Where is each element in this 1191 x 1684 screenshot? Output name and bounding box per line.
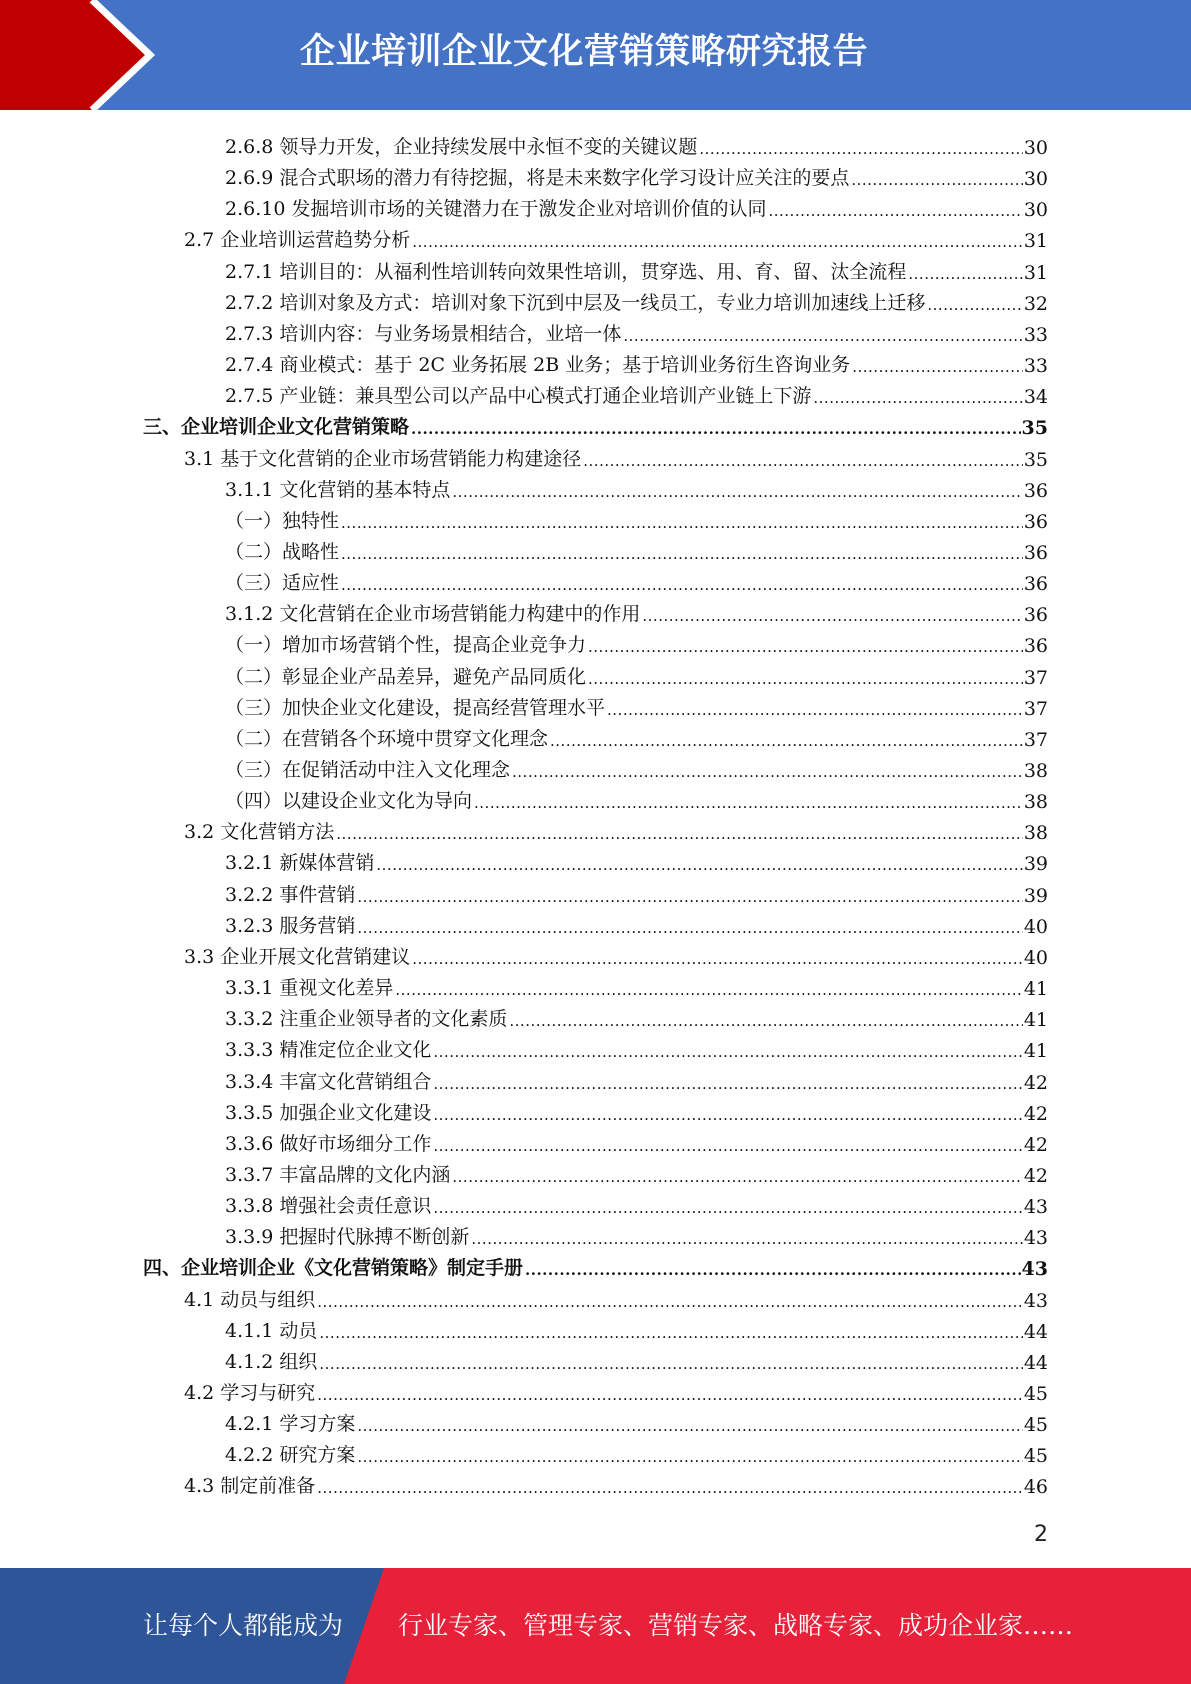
toc-entry-label: 2.7.4 商业模式：基于 2C 业务拓展 2B 业务；基于培训业务衍生咨询业务: [225, 354, 851, 377]
toc-entry-page: 38: [1023, 822, 1048, 845]
toc-entry-page: 44: [1023, 1351, 1048, 1374]
toc-entry-page: 36: [1023, 635, 1048, 658]
toc-entry-page: 35: [1023, 448, 1048, 471]
toc-entry-label: 3.3.8 增强社会责任意识: [225, 1195, 432, 1218]
toc-dot-leader: [607, 698, 1023, 720]
toc-entry[interactable]: [225, 751, 1048, 782]
toc-dot-leader: [474, 791, 1023, 813]
toc-entry[interactable]: [225, 876, 1048, 907]
toc-dot-leader: [813, 386, 1022, 408]
toc-entry-label: （二）在营销各个环境中贯穿文化理念: [225, 727, 549, 750]
toc-dot-leader: [317, 1290, 1023, 1312]
toc-entry[interactable]: [225, 907, 1048, 938]
toc-entry[interactable]: [225, 1156, 1048, 1187]
toc-dot-leader: [412, 230, 1023, 252]
toc-entry-label: 2.7.5 产业链：兼具型公司以产品中心模式打通企业培训产业链上下游: [225, 385, 812, 408]
toc-entry-label: 3.3.5 加强企业文化建设: [225, 1101, 432, 1124]
toc-entry[interactable]: [225, 253, 1048, 284]
toc-entry[interactable]: [225, 533, 1048, 564]
page-number: 2: [1034, 1522, 1048, 1547]
toc-entry[interactable]: [225, 844, 1048, 875]
toc-entry-page: 40: [1023, 946, 1048, 969]
toc-entry-label: 3.3.6 做好市场细分工作: [225, 1132, 432, 1155]
toc-entry-page: 40: [1023, 915, 1048, 938]
toc-entry-label: （二）彰显企业产品差异，避免产品同质化: [225, 665, 587, 688]
toc-entry-label: 3.3.9 把握时代脉搏不断创新: [225, 1226, 470, 1249]
toc-entry[interactable]: [225, 346, 1048, 377]
toc-entry[interactable]: [225, 564, 1048, 595]
toc-dot-leader: [471, 1227, 1022, 1249]
toc-entry-label: 2.7.2 培训对象及方式：培训对象下沉到中层及一线员工，专业力培训加速线上迁移: [225, 291, 926, 314]
toc-entry-label: 2.7 企业培训运营趋势分析: [184, 229, 411, 252]
toc-entry[interactable]: [225, 1125, 1048, 1156]
toc-entry-page: 42: [1023, 1164, 1048, 1187]
toc-entry-page: 41: [1023, 1040, 1048, 1063]
toc-entry[interactable]: [225, 159, 1048, 190]
toc-entry-page: 39: [1023, 884, 1048, 907]
toc-entry-label: 4.2.2 研究方案: [225, 1444, 356, 1467]
toc-entry-label: 3.1.2 文化营销在企业市场营销能力构建中的作用: [225, 603, 641, 626]
toc-entry-label: 3.2.3 服务营销: [225, 914, 356, 937]
toc-entry-page: 30: [1023, 168, 1048, 191]
toc-entry[interactable]: [225, 377, 1048, 408]
toc-entry[interactable]: [225, 128, 1048, 159]
toc-entry-label: 2.6.10 发掘培训市场的关键潜力在于激发企业对培训价值的认同: [225, 198, 767, 221]
toc-dot-leader: [509, 1009, 1022, 1031]
header-arrow-decoration: [0, 0, 160, 110]
toc-dot-leader: [433, 1040, 1022, 1062]
toc-entry-page: 45: [1023, 1445, 1048, 1468]
toc-entry[interactable]: [184, 938, 1048, 969]
toc-dot-leader: [525, 1258, 1021, 1280]
footer-banner: [0, 1568, 1191, 1684]
toc-entry[interactable]: [225, 284, 1048, 315]
toc-entry-page: 43: [1023, 1227, 1048, 1250]
toc-entry[interactable]: [143, 1249, 1048, 1280]
toc-dot-leader: [583, 449, 1023, 471]
toc-entry[interactable]: [225, 1000, 1048, 1031]
toc-entry[interactable]: [184, 440, 1048, 471]
toc-entry-page: 37: [1023, 666, 1048, 689]
toc-dot-leader: [433, 1103, 1022, 1125]
toc-entry-page: 42: [1023, 1102, 1048, 1125]
toc-entry-label: 3.3.3 精准定位企业文化: [225, 1039, 432, 1062]
toc-entry-label: 2.7.1 培训目的：从福利性培训转向效果性培训，贯穿选、用、育、留、汰全流程: [225, 260, 907, 283]
toc-entry[interactable]: [225, 1187, 1048, 1218]
toc-entry[interactable]: [225, 626, 1048, 657]
toc-dot-leader: [908, 262, 1022, 284]
toc-dot-leader: [317, 1383, 1023, 1405]
toc-entry-page: 38: [1023, 760, 1048, 782]
toc-entry-page: 45: [1023, 1414, 1048, 1437]
toc-entry[interactable]: [184, 813, 1048, 844]
toc-entry[interactable]: [225, 471, 1048, 502]
toc-dot-leader: [357, 1445, 1022, 1467]
toc-dot-leader: [433, 1134, 1022, 1156]
toc-entry[interactable]: [225, 689, 1048, 720]
toc-dot-leader: [642, 604, 1022, 626]
toc-dot-leader: [588, 635, 1023, 657]
toc-entry-label: （二）战略性: [225, 540, 340, 563]
header-banner: [0, 0, 1191, 110]
toc-entry-label: 2.6.8 领导力开发，企业持续发展中永恒不变的关键议题: [225, 136, 698, 158]
toc-dot-leader: [357, 1414, 1022, 1436]
toc-entry-label: 3.3.2 注重企业领导者的文化素质: [225, 1008, 508, 1031]
toc-entry-page: 45: [1023, 1383, 1048, 1405]
toc-entry-page: 37: [1023, 697, 1048, 720]
toc-entry[interactable]: [225, 1218, 1048, 1249]
toc-entry[interactable]: [225, 595, 1048, 626]
toc-entry-page: 34: [1023, 386, 1048, 409]
toc-dot-leader: [512, 760, 1023, 782]
toc-entry-label: 4.1 动员与组织: [184, 1288, 316, 1311]
footer-slogan-right: 行业专家、管理专家、营销专家、战略专家、成功企业家……: [398, 1611, 1074, 1640]
toc-entry[interactable]: [225, 502, 1048, 533]
toc-entry-page: 43: [1023, 1289, 1048, 1312]
toc-entry-label: 3.1 基于文化营销的企业市场营销能力构建途径: [184, 447, 582, 470]
toc-entry-page: 30: [1023, 199, 1048, 222]
toc-entry-label: （四）以建设企业文化为导向: [225, 790, 473, 813]
toc-dot-leader: [433, 1072, 1022, 1094]
toc-entry-label: 4.2 学习与研究: [184, 1382, 316, 1404]
toc-entry[interactable]: [225, 658, 1048, 689]
toc-entry-page: 46: [1023, 1476, 1048, 1499]
toc-dot-leader: [412, 947, 1023, 969]
toc-dot-leader: [317, 1476, 1023, 1498]
toc-dot-leader: [452, 1165, 1022, 1187]
toc-entry[interactable]: [225, 1094, 1048, 1125]
toc-entry[interactable]: [143, 408, 1048, 439]
toc-dot-leader: [319, 1352, 1022, 1374]
toc-entry[interactable]: [184, 1374, 1048, 1405]
toc-entry[interactable]: [225, 1063, 1048, 1094]
toc-entry-page: 42: [1023, 1071, 1048, 1094]
toc-entry-label: 4.1.2 组织: [225, 1350, 318, 1373]
toc-entry[interactable]: [225, 190, 1048, 221]
toc-dot-leader: [699, 137, 1022, 159]
toc-entry-page: 33: [1023, 323, 1048, 346]
toc-dot-leader: [768, 199, 1022, 221]
toc-entry-label: （一）独特性: [225, 509, 340, 532]
toc-dot-leader: [433, 1196, 1022, 1218]
toc-dot-leader: [341, 573, 1023, 595]
toc-entry-label: 3.3.4 丰富文化营销组合: [225, 1070, 432, 1093]
toc-dot-leader: [851, 168, 1022, 190]
toc-dot-leader: [376, 853, 1022, 875]
toc-entry-page: 36: [1023, 510, 1048, 533]
toc-dot-leader: [319, 1321, 1022, 1343]
toc-entry[interactable]: [225, 782, 1048, 813]
toc-entry[interactable]: [184, 1281, 1048, 1312]
toc-entry-page: 36: [1023, 541, 1048, 564]
toc-entry-label: 3.2.1 新媒体营销: [225, 852, 375, 875]
toc-entry[interactable]: [225, 969, 1048, 1000]
toc-entry[interactable]: [184, 1467, 1048, 1498]
toc-entry-page: 44: [1023, 1320, 1048, 1343]
toc-entry-label: （三）适应性: [225, 572, 340, 595]
toc-dot-leader: [927, 293, 1022, 315]
toc-entry[interactable]: [225, 720, 1048, 751]
toc-entry-page: 42: [1023, 1133, 1048, 1156]
toc-dot-leader: [550, 729, 1023, 751]
toc-entry-page: 39: [1023, 853, 1048, 876]
toc-entry-page: 37: [1023, 728, 1048, 751]
toc-entry[interactable]: [184, 221, 1048, 252]
document-title: 企业培训企业文化营销策略研究报告: [300, 32, 869, 72]
toc-entry-label: 2.7.3 培训内容：与业务场景相结合，业培一体: [225, 322, 622, 345]
toc-entry-page: 33: [1023, 355, 1048, 378]
toc-entry-page: 36: [1023, 479, 1048, 502]
toc-entry-label: 4.2.1 学习方案: [225, 1413, 356, 1436]
toc-dot-leader: [341, 511, 1023, 533]
toc-entry-page: 41: [1023, 1009, 1048, 1032]
toc-entry-label: 4.3 制定前准备: [184, 1475, 316, 1498]
toc-entry-page: 36: [1023, 604, 1048, 627]
toc-entry-label: 2.6.9 混合式职场的潜力有待挖掘，将是未来数字化学习设计应关注的要点: [225, 167, 850, 190]
toc-entry-label: 3.3 企业开展文化营销建议: [184, 945, 411, 968]
toc-entry-page: 35: [1021, 417, 1048, 440]
toc-entry[interactable]: [225, 1031, 1048, 1062]
footer-slogan-left: 让每个人都能成为: [143, 1611, 344, 1640]
toc-dot-leader: [357, 916, 1022, 938]
toc-entry-label: （一）增加市场营销个性，提高企业竞争力: [225, 634, 587, 657]
toc-entry-label: 4.1.1 动员: [225, 1319, 318, 1342]
toc-dot-leader: [411, 417, 1021, 439]
toc-dot-leader: [357, 885, 1022, 907]
toc-entry-page: 31: [1023, 261, 1048, 284]
toc-entry-page: 30: [1023, 137, 1048, 159]
toc-entry-label: 3.3.1 重视文化差异: [225, 977, 394, 1000]
toc-entry-page: 43: [1023, 1196, 1048, 1219]
toc-entry[interactable]: [225, 315, 1048, 346]
toc-entry-page: 36: [1023, 573, 1048, 596]
toc-entry-label: （三）加快企业文化建设，提高经营管理水平: [225, 696, 606, 719]
toc-entry[interactable]: [225, 1436, 1048, 1467]
toc-dot-leader: [588, 667, 1023, 689]
toc-dot-leader: [623, 324, 1022, 346]
toc-dot-leader: [336, 822, 1023, 844]
toc-dot-leader: [852, 355, 1023, 377]
toc-dot-leader: [452, 480, 1022, 502]
toc-entry-label: （三）在促销活动中注入文化理念: [225, 759, 511, 781]
toc-dot-leader: [341, 542, 1023, 564]
toc-entry-label: 3.3.7 丰富品牌的文化内涵: [225, 1163, 451, 1186]
toc-dot-leader: [395, 978, 1022, 1000]
toc-entry[interactable]: [225, 1405, 1048, 1436]
toc-entry-label: 三、企业培训企业文化营销策略: [143, 416, 410, 439]
toc-entry-page: 31: [1023, 230, 1048, 253]
toc-entry-label: 四、企业培训企业《文化营销策略》制定手册: [143, 1257, 524, 1280]
toc-entry[interactable]: [225, 1312, 1048, 1343]
toc-entry-page: 41: [1023, 978, 1048, 1001]
toc-entry-label: 3.2 文化营销方法: [184, 821, 335, 844]
toc-entry-label: 3.1.1 文化营销的基本特点: [225, 478, 451, 501]
toc-entry-label: 3.2.2 事件营销: [225, 883, 356, 906]
toc-entry[interactable]: [225, 1343, 1048, 1374]
toc-entry-page: 38: [1023, 791, 1048, 814]
toc-entry-page: 43: [1021, 1258, 1048, 1281]
toc-entry-page: 32: [1023, 292, 1048, 315]
